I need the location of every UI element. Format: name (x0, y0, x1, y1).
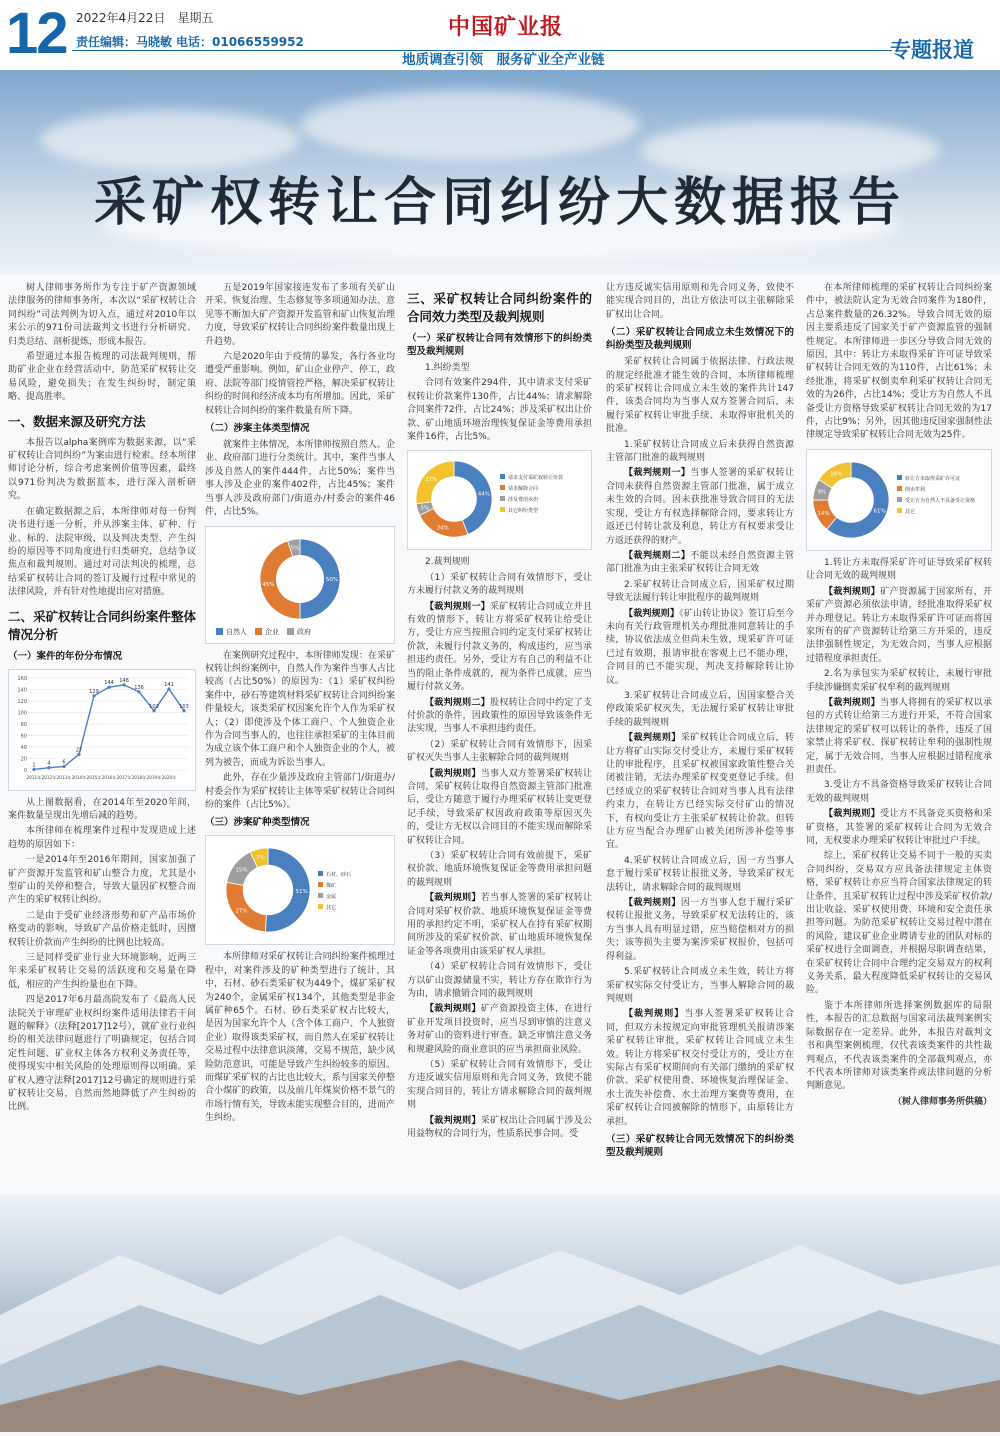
legend-item: 企业 (255, 628, 279, 636)
y-tick-label: 20 (20, 756, 27, 763)
subheading: （二）涉案主体类型情况 (205, 423, 310, 435)
data-label: 148 (119, 677, 129, 684)
donut-hole (431, 477, 477, 523)
section-heading-1: 一、数据来源及研究方法 (8, 413, 146, 429)
paragraph: 【裁判规则】受让方不具备竞买资格和采矿资格，其签署的采矿权转让合同为无效合同，无权要求办理采矿权转让审批过户手续。 (806, 809, 992, 846)
subject-pie-chart (205, 526, 395, 644)
section-heading-3: 三、采矿权转让合同纠纷案件的合同效力类型及裁判规则 (407, 291, 592, 324)
donut-hole (243, 865, 293, 915)
paragraph: 2.裁判规则 (425, 557, 470, 568)
slice-label: 51% (295, 889, 308, 896)
paragraph: 树人律师事务所作为专注于矿产资源领域法律服务的律师事务所，本次以“采矿权转让合同纠纷”司法判例为切入点，通过对2010年以来公示的971份司法裁判文书进行分析研究、归类总结、剖析提炼，形成本报告。 (8, 283, 196, 347)
y-tick-label: 40 (20, 744, 27, 751)
column-3 (407, 282, 592, 1162)
paragraph: 从上图数据看，在2014年至2020年间，案件数量呈现出先增后减的趋势。 (8, 797, 196, 821)
legend-label: 涉及费用承担 (508, 497, 539, 504)
paragraph: 【裁判规则】因一方当事人怠于履行采矿权转让报批义务，导致采矿权无法转让的，该方当事人具有明显过错，应当赔偿相对方的损失；该等损失主要为案涉采矿权报价，包括可得利益。 (606, 898, 794, 962)
slice-label: 16% (830, 471, 843, 478)
paragraph: 【裁判规则二】股权转让合同中约定了支付价款的条件，因政策性的原因导致该条件无法实现，当事人不承担违约责任。 (407, 697, 592, 735)
paragraph: 3.采矿权转让合同成立后，因国家整合关停政策采矿权灭失，无法履行采矿权转让审批手续的裁判规则 (606, 690, 794, 728)
paragraph: 【裁判规则一】采矿权转让合同成立并且有效的情形下，转让方将采矿权转让给受让方，受让方应当按照合同约定支付采矿权转让价款，未履行付款义务的，构成违约，应当承担违约责任。另外，受让方有自己的利益不让当的阻止条件成就的，视为条件已成就，应当履行付款义务。 (407, 601, 592, 693)
slice-label: 14% (817, 510, 830, 517)
legend-label: 请求解除合同 (508, 486, 539, 493)
legend-label: 转让方未取得采矿许可证 (905, 475, 961, 482)
legend-label: 石材、砂石 (326, 872, 352, 879)
paragraph: 【裁判规则】当事人将拥有的采矿权以承包的方式转让给第三方进行开采，不符合国家法律规定的采矿权可以转让的条件，违反了国家禁止将采矿权、探矿权转让牟利的强制性规定，属于无效合同，当事人应根据过错程度承担责任。 (806, 697, 992, 775)
paragraph: 2.名为承包实为采矿权转让，未履行审批手续涉嫌倒卖采矿权牟利的裁判规则 (806, 669, 992, 693)
slogan: 地质调查引领 服务矿业全产业链 (402, 52, 605, 68)
slice-label: 15% (235, 867, 248, 874)
column-4 (606, 282, 794, 1162)
legend-label: 金属 (326, 894, 337, 901)
slice-label: 45% (262, 581, 275, 588)
column-5 (806, 282, 992, 1162)
legend-item: 自然人 (216, 628, 247, 636)
byline: （树人律师事务所供稿） (892, 1096, 992, 1107)
paragraph: 鉴于本所律师所选择案例数据库的局限性，本报告的汇总数据与国家司法裁判案例实际数据存在一定差异。此外，本报告对裁判文书和典型案例梳理，仅代表该类案件的共性裁判观点，不代表该类案件的全部裁判观点，亦不代表本所律师对该类案件或法律问题的分析判断意见。 (806, 1000, 992, 1092)
paragraph: 1.采矿权转让合同成立后未获得自然资源主管部门批准的裁判规则 (606, 439, 794, 464)
paragraph: 在确定数据源之后，本所律师对每一份判决书进行逐一分析，并从涉案主体、矿种、行业、标的、法院审级，以及判决类型、产生纠纷的原因等不同角度进行归类研究，总结争议焦点和裁判规则。通过对司法判决的梳理，总结采矿权转让合同的签订及履行过程中常见的法律风险，并有针对性地提出应对措施。 (8, 506, 196, 598)
paragraph: （4）采矿权转让合同有效情形下，受让方以矿山资源储量不实，转让方存在欺诈行为为由，请求撤销合同的裁判规则 (407, 962, 592, 1000)
slice-label: 27% (235, 908, 248, 915)
legend-swatch (500, 474, 505, 479)
y-tick-label: 120 (17, 698, 27, 705)
paragraph: 一是2014年至2016年期间，国家加强了矿产资源开发监管和矿山整合力度，尤其是小型矿山的关停和整合，导致大量因矿权整合而产生的采矿权转让纠纷。 (8, 855, 196, 906)
paragraph: 五是2019年国家接连发布了多项有关矿山开采、恢复治理、生态修复等多项通知办法、意见等不断加大矿产资源开发监管和矿山恢复治理力度，导致采矿权转让合同纠纷案件数量出现上升趋势。 (205, 283, 395, 347)
legend-swatch (500, 485, 505, 490)
paragraph: 【裁判规则】若当事人签署的采矿权转让合同对采矿权价款、地质环境恢复保证金等费用的承担约定不明，采矿权人在持有采矿权期间所涉及的采矿权价款、矿山地质环境恢复保证金等各项费用由该采矿权人承担。 (407, 893, 592, 957)
y-tick-label: 0 (23, 767, 27, 774)
phone: 电话：01066559952 (176, 35, 304, 49)
paragraph: 本所律师对采矿权转让合同纠纷案件梳理过程中，对案件涉及的矿种类型进行了统计，其中，石材、砂石类采矿权为449个，煤矿采矿权为240个，金属采矿权134个，其他类型是非金属矿种65个。石材、砂石类采矿权占比较大，是因为国家允许个人（含个体工商户、个人独资企业）取得该类采矿权，而自然人在采矿权转让交易过程中法律意识淡薄，交易不规范，缺少风险防范意识，可能是导致产生纠纷较多的原因。而煤矿采矿权的占比也比较大，系与国家关停整合小煤矿的政策，以及前几年煤炭价格不景气的市场行情有关，导致未能实现整合目的，进而产生纠纷。 (205, 952, 395, 1124)
paragraph: 本所律师在梳理案件过程中发现造成上述趋势的原因如下： (8, 826, 196, 850)
legend-swatch (500, 496, 505, 501)
y-tick-label: 80 (20, 721, 27, 728)
column-1 (8, 282, 196, 1162)
subheading: （二）采矿权转让合同成立未生效情况下的纠纷类型及裁判规则 (606, 327, 794, 352)
slice-label: 44% (477, 491, 490, 498)
mineral-pie-chart (205, 835, 395, 945)
invalid-pie-chart (806, 449, 992, 551)
paragraph: 采矿权转让合同属于依据法律、行政法规的规定经批准才能生效的合同，本所律师梳理的采矿权转让合同成立未生效的案件共计147件，该类合同均为当事人双方签署合同后，未履行采矿权转让审批手续、未取得审批机关的批准。 (606, 357, 794, 435)
x-tick-label: 2016年 (101, 774, 117, 780)
paragraph: 【裁判规则】《矿山转让协议》签订后至今未向有关行政管理机关办理批准同意转让的手续，协议依法成立但尚未生效，现采矿许可证已过有效期，报请审批在客观上已不能办理，合同目的已不能实现，判决支持解除转让协议。 (606, 608, 794, 686)
paragraph: 2.采矿权转让合同成立后，因采矿权过期导致无法履行转让审批程序的裁判规则 (606, 579, 794, 604)
legend-swatch (318, 882, 323, 887)
paragraph: 【裁判规则】采矿权出让合同属于涉及公用益物权的合同行为，性质系民事合同。受 (407, 1115, 592, 1140)
paragraph: 【裁判规则】当事人签署采矿权转让合同，但双方未按规定向审批管理机关报请涉案采矿权转让审批，采矿权转让合同成立未生效。转让方将采矿权交付受让方的，受让方在实际占有采矿权期间向有关部门缴纳的采矿权价款、采矿权使用费、环境恢复治理保证金、水土流失补偿费、水土治理方案费等费用，在采矿权转让合同被解除的情形下，由原转让方承担。 (606, 1009, 794, 1127)
subheading: （三）采矿权转让合同无效情况下的纠纷类型及裁判规则 (606, 1133, 794, 1158)
series-line (34, 684, 184, 769)
chart-legend (216, 627, 319, 638)
paragraph: （3）采矿权转让合同有效前提下，采矿权价款、地质环境恢复保证金等费用承担问题的裁判规则 (407, 850, 592, 888)
legend-label: 其它纠纷类型 (508, 508, 539, 515)
data-label: 27 (75, 747, 83, 754)
x-tick-label: 2014年 (71, 774, 87, 780)
y-tick-label: 100 (17, 710, 27, 717)
paragraph: 【裁判规则】采矿权转让合同成立后，转让方将矿山实际交付受让方，未履行采矿权转让的审批程序，且采矿权被国家政策性整合关闭被注销，无法办理采矿权变更登记手续。但已经成立的采矿权转让合同对当事人具有法律约束力，在转让方已经实际交付矿山的情况下，有权向受让方主张采矿权转让价款。但转让方应当配合办理矿山被关闭所涉补偿等事宜。 (606, 733, 794, 851)
paragraph: 【裁判规则二】不能以未经自然资源主管部门批准为由主张采矿权转让合同无效 (606, 550, 794, 575)
x-tick-label: 2017年 (116, 774, 132, 780)
paragraph: 六是2020年由于疫情的暴发，各行各业均遭受严重影响。例如，矿山企业停产、停工，政府、法院等部门疫情管控严格，解决采矿权转让纠纷的时间和经济成本均有所增加。因此，采矿权转让合同纠纷的案件数量有所下降。 (205, 352, 395, 416)
paragraph: 三是同样受矿业行业大环境影响，近两三年来采矿权转让交易的活跃度和交易量在降低，相应的产生纠纷量也在下降。 (8, 953, 196, 990)
legend-label: 受让方为自然人不具备受让资格 (905, 497, 976, 504)
line-chart-svg (9, 670, 195, 788)
paragraph: 此外，存在少量涉及政府主管部门/街道办/村委会作为采矿权转让主体等采矿权转让合同纠纷的案件（占比5%）。 (205, 773, 395, 810)
slice-label: 27% (425, 477, 438, 484)
slice-label: 7% (256, 855, 266, 862)
section-name: 专题报道 (890, 38, 974, 62)
legend-swatch (500, 507, 505, 512)
donut-hole (276, 555, 324, 603)
legend-label: 请求支付采矿权转让价款 (508, 475, 564, 482)
paragraph: 3.受让方不具备资格导致采矿权转让合同无效的裁判规则 (806, 780, 992, 804)
paragraph: 在案例研究过程中，本所律师发现：在采矿权转让纠纷案例中，自然人作为案件当事人占比较高（占比50%）的原因为：（1）采矿权纠纷案件中，砂石等建筑材料采矿权转让合同纠纷案件量较大，该类采矿权因案允许个人作为采矿权人；（2）即使涉及个体工商户、个人独资企业作为合同当事人的，也往往承担采矿的主体目前为成立该个体工商户和个人独资企业的个人，被列为被告，而成为诉讼当事人。 (205, 650, 395, 768)
paragraph: 【裁判规则】当事人双方签署采矿权转让合同，采矿权转让取得自然资源主管部门批准后，受让方随意于履行办理采矿权转让变更登记手续，导致采矿权因政府政策等原因灭失的，受让方无权以合同目的不能实现而解除采矿权转让合同。 (407, 768, 592, 846)
pie-chart-svg (807, 450, 991, 548)
paragraph: （5）采矿权转让合同有效情形下，受让方违反诚实信用原则和先合同义务，致使不能实现合同目的，转让方请求解除合同的裁判规则 (407, 1060, 592, 1111)
paragraph: 综上，采矿权转让交易不同于一般的买卖合同纠纷，交易双方应具备法律规定主体资格，采矿权转让亦应当符合国家法律规定的转让条件，且采矿权转让过程中涉及采矿权价款/出让收益、采矿权使用费、环境和安全责任承担等问题。为防范采矿权转让交易过程中潜在的风险，建议矿业企业聘请专业的团队对标的采矿权进行全面调查，并根据尽职调查结果，在采矿权转让合同中合理约定交易双方的权利义务关系，最大程度降低采矿权转让的交易风险。 (806, 851, 992, 996)
paragraph: 就案件主体情况，本所律师按照自然人、企业、政府部门进行分类统计。其中，案件当事人涉及自然人的案件444件，占比50%；案件当事人涉及企业的案件402件，占比45%；案件当事人涉及政府部门/街道办/村委会的案件46件，占比5%。 (205, 440, 395, 518)
subheading: （一）采矿权转让合同有效情形下的纠纷类型及裁判规则 (407, 333, 592, 357)
paragraph: 四是2017年6月最高院发布了《最高人民法院关于审理矿业权纠纷案件适用法律若干问题的解释》（法释[2017]12号），就矿业行业纠纷的相关法律问题进行了明确规定，包括合同定性问题、矿业权主体各方权利义务责任等，使得现实中相关风险的处理原则得以明确。采矿权人遵守法释[2017]12号确定的规则进行采矿权转让交易，自然而然地降低了产生纠纷的比例。 (8, 995, 196, 1113)
legend-swatch (318, 904, 323, 909)
paragraph: 二是由于受矿业经济形势和矿产品市场价格变动的影响，导致矿产品价格走低时，因擅权转让价款而产生纠纷的比例也比较高。 (8, 910, 196, 948)
x-tick-label: 2019年 (146, 774, 162, 780)
slice-label: 50% (325, 576, 339, 583)
legend-label: 倒卖牟利 (905, 486, 926, 493)
subheading: （一）案件的年份分布情况 (8, 650, 123, 662)
editor: 责任编辑：马晓敏 (76, 35, 173, 49)
data-label: 136 (134, 684, 144, 691)
paragraph: 希望通过本报告梳理的司法裁判规则，帮助矿业企业在经营活动中，防范采矿权转让交易风险，避免损失；在发生纠纷时，制定策略、提高胜率。 (8, 352, 196, 403)
paragraph: 在本所律师梳理的采矿权转让合同纠纷案件中，被法院认定为无效合同案件为180件，占总案件数量的26.32%。导致合同无效的原因主要系违反了国家关于矿产资源监管的强制性规定。本所律师进一步区分导致合同无效的原因，其中：转让方未取得采矿许可证导致采矿权转让合同无效的为110件，占比61%；未经批准，将采矿权倒卖牟利采矿权转让合同无效的为26件，占比14%；受让方为自然人不具备受让方资格导致采矿权转让合同无效的为17件，占比9%；另外，因其他违反国家强制性法律规定导致采矿权转让合同无效为25件。 (806, 283, 992, 441)
legend-label: 煤矿 (326, 883, 337, 890)
year-line-chart (8, 669, 196, 791)
legend-swatch (318, 871, 323, 876)
paragraph: 【裁判规则】矿产资源投资主体，在进行矿业开发项目投资时，应当尽到审慎的注意义务对矿山的资料进行审查。缺乏审慎注意义务和规避风险的商业意识的应当承担商业风险。 (407, 1004, 592, 1055)
y-tick-label: 140 (17, 687, 27, 694)
legend-swatch (897, 508, 902, 513)
legend-label: 其它 (326, 905, 337, 912)
data-label: 144 (104, 679, 114, 686)
slice-label: 24% (436, 525, 449, 532)
mountain-photo (0, 1195, 1000, 1432)
page-number: 12 (6, 1, 67, 66)
column-2 (205, 282, 395, 1162)
slice-label: 9% (817, 489, 827, 496)
paragraph: 【裁判规则】矿产资源属于国家所有，开采矿产资源必须依法申请，经批准取得采矿权并办理登记。转让方未取得采矿许可证而将国家所有的矿产资源转让给第三方开采的，违反法律强制性规定，为无效合同，当事人应根据过错程度承担责任。 (806, 586, 992, 664)
x-tick-label: 2018年 (131, 774, 147, 780)
data-label: 4 (47, 760, 51, 767)
page-title: 采矿权转让合同纠纷大数据报告 (93, 173, 906, 233)
y-tick-label: 160 (17, 675, 27, 682)
paragraph: 让方违反诚实信用原则和先合同义务，致使不能实现合同目的，出让方依法可以主张解除采矿权出让合同。 (606, 283, 794, 320)
x-tick-label: 2011年 (26, 774, 42, 780)
legend-swatch (897, 486, 902, 491)
paragraph: 1.纠纷类型 (425, 363, 470, 373)
x-tick-label: 2013年 (56, 774, 72, 780)
pie-chart-svg (206, 527, 394, 627)
paragraph: 【裁判规则一】当事人签署的采矿权转让合同未获得自然资源主管部门批准，属于成立未生效的合同。因未获批准导致合同目的无法实现，受让方有权选择解除合同，要求转让方返还已付转让款及利息，转让方有权要求受让方返还获得的财产。 (606, 468, 794, 546)
legend-item: 政府 (287, 628, 311, 636)
mountain-illustration (0, 1195, 1000, 1432)
legend-swatch (318, 893, 323, 898)
slice-label: 61% (873, 508, 886, 515)
paragraph: 4.采矿权转让合同成立后，因一方当事人怠于履行采矿权转让报批义务，导致采矿权无法转让，请求解除合同的裁判规则 (606, 855, 794, 893)
x-tick-label: 2020年 (161, 774, 177, 780)
paragraph: （2）采矿权转让合同有效情形下，因采矿权灭失当事人主张解除合同的裁判规则 (407, 739, 592, 764)
pie-chart-svg (206, 836, 394, 942)
data-label: 6 (62, 759, 66, 766)
data-label: 103 (149, 703, 159, 710)
dispute-pie-chart (407, 450, 592, 550)
data-label: 103 (179, 703, 189, 710)
paragraph: 5.采矿权转让合同成立未生效，转让方将采矿权实际交付受让方，当事人解除合同的裁判规则 (606, 967, 794, 1004)
y-tick-label: 60 (20, 733, 27, 740)
donut-hole (828, 477, 874, 523)
pie-chart-svg (408, 451, 591, 547)
subheading: （三）涉案矿种类型情况 (205, 817, 310, 829)
paragraph: 本报告以alpha案例库为数据来源，以“采矿权转让合同纠纷”为案由进行检索。经本所律师讨论分析，综合考虑案例价值等因素，最终以971份判决为数据蓝本，进行深入剖析研究。 (8, 437, 196, 502)
slice-label: 5% (420, 505, 430, 512)
paragraph: （1）采矿权转让合同有效情形下，受让方未履行付款义务的裁判规则 (407, 572, 592, 597)
slice-label: 5% (290, 544, 300, 551)
legend-swatch (897, 497, 902, 502)
data-label: 141 (164, 681, 174, 688)
paragraph: 合同有效案件294件，其中请求支付采矿权转让价款案件130件，占比44%；请求解除合同案件72件，占比24%；涉及采矿权出让价款、矿山地质环境治理恢复保证金等费用承担案件16件，占比5%。 (407, 378, 592, 443)
legend-label: 其它 (905, 508, 916, 515)
x-tick-label: 2012年 (41, 774, 57, 780)
issue-date: 2022年4月22日 星期五 (76, 11, 214, 25)
x-tick-label: 2015年 (86, 774, 102, 780)
data-label: 1 (32, 761, 36, 768)
legend-swatch (897, 475, 902, 480)
data-label: 129 (89, 688, 99, 695)
newspaper-logo: 中国矿业报 (448, 14, 564, 40)
section-heading-2: 二、采矿权转让合同纠纷案件整体情况分析 (8, 608, 196, 642)
paragraph: 1.转让方未取得采矿许可证导致采矿权转让合同无效的裁判规则 (806, 557, 992, 582)
